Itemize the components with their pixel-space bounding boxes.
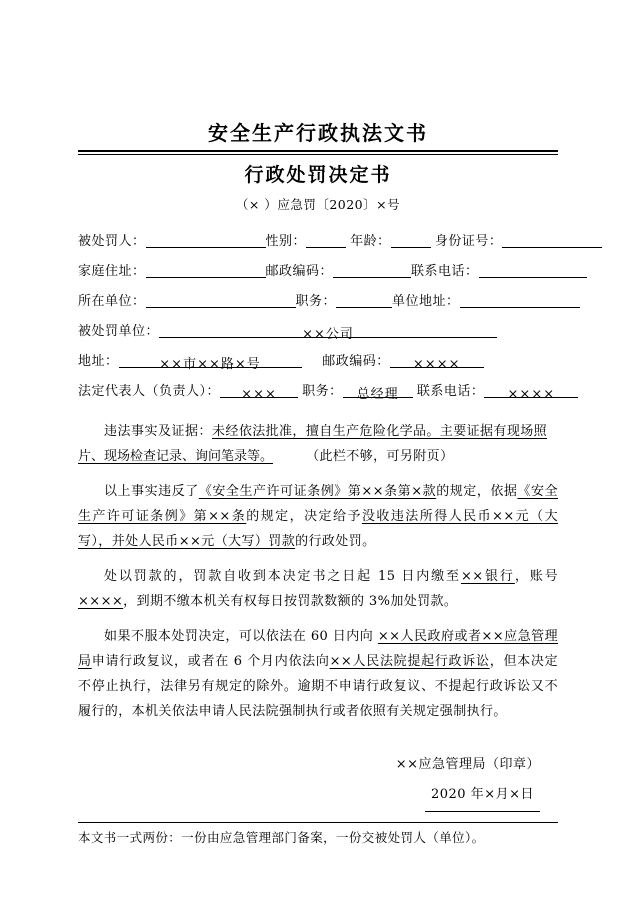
input-gender[interactable] [306, 231, 346, 248]
label-phone-2: 联系电话： [416, 384, 485, 399]
p2-part-b: ××银行 [460, 569, 515, 584]
p3-part-i: 行的，本机关依法申请人民法院强制执行或者依照有关规定强制执行。 [91, 704, 507, 719]
footer-note: 本文书一式两份：一份由应急管理部门备案，一份交被处罚人（单位）。 [78, 830, 485, 845]
p3-part-f: ××人民法院提起行政诉讼 [329, 654, 490, 669]
value-violation-facts[interactable]: 未经依法批准，擅自生产危险化学品。主要证据有现场照 [212, 424, 548, 439]
paragraph-appeal [78, 624, 558, 724]
input-age[interactable] [391, 231, 431, 248]
field-row-legal-rep [78, 377, 558, 407]
input-phone[interactable] [479, 261, 587, 278]
label-punished-person: 被处罚人： [78, 234, 146, 249]
p1-part-b: 《安全生产许可证条例》第××条第×款 [198, 484, 437, 499]
p2-part-d: ×××× [78, 594, 124, 609]
field-row-unit [78, 287, 558, 317]
input-punished-unit[interactable]: ××公司 [159, 320, 497, 338]
value-violation-facts-line2[interactable]: 片、现场检查记录、询问笔录等。 [78, 449, 274, 464]
input-unit-address[interactable] [460, 291, 580, 308]
field-row-address2 [78, 347, 558, 377]
input-phone-2[interactable]: ×××× [484, 380, 578, 398]
input-work-unit[interactable] [146, 291, 296, 308]
document-title-sub: 行政处罚决定书 [244, 164, 392, 186]
title-divider [78, 150, 558, 155]
p2-part-f: 到期不缴本机关有权每日按罚款数额的 3%加处罚款。 [136, 594, 458, 609]
input-position-2[interactable]: 总经理 [343, 380, 413, 398]
input-position[interactable] [336, 291, 392, 308]
label-work-unit: 所在单位： [78, 294, 146, 309]
p1-part-d: 《安全 [517, 484, 558, 499]
input-punished-person[interactable] [146, 231, 266, 248]
input-legal-rep[interactable]: ××× [220, 380, 298, 398]
signature-date: 2020 年×月×日 [425, 780, 540, 812]
p2-part-a: 处以罚款的，罚款自收到本决定书之日起 15 日内缴至 [104, 569, 461, 584]
field-row-address [78, 257, 558, 287]
field-row-punished-unit [78, 317, 558, 347]
label-id-number: 身份证号： [434, 234, 503, 249]
document-body [78, 118, 558, 851]
p1-part-e: 生产许可证条例》第××条 [78, 509, 247, 524]
label-gender: 性别： [265, 234, 307, 249]
input-address[interactable]: ××市××路×号 [119, 350, 302, 368]
field-row-person [78, 227, 558, 257]
signature-block [78, 750, 558, 812]
label-position: 职务： [295, 294, 337, 309]
p3-part-g: ，但本决定 [489, 654, 558, 669]
p1-part-i: 的行政处罚。 [295, 534, 376, 549]
label-age: 年龄： [350, 234, 391, 249]
input-postcode[interactable] [333, 261, 411, 278]
label-punished-unit: 被处罚单位： [78, 324, 160, 339]
signature-organ: ××应急管理局（印章） [395, 757, 540, 772]
label-postcode: 邮政编码： [265, 264, 334, 279]
p3-part-e: 申请行政复议，或者在 6 个月内依法向 [91, 654, 330, 669]
p1-part-c: 的规定，依据 [436, 484, 518, 499]
label-postcode-2: 邮政编码： [322, 354, 390, 369]
document-title-main: 安全生产行政执法文书 [208, 121, 428, 145]
label-position-2: 职务： [302, 384, 343, 399]
input-postcode-2[interactable]: ×××× [390, 350, 484, 368]
p1-part-a: 以上事实违反了 [104, 484, 199, 499]
violation-facts-row [78, 419, 558, 444]
input-id-number[interactable] [502, 231, 602, 248]
p3-part-b: ××人民政府或者 [377, 629, 482, 644]
paragraph-payment [78, 564, 558, 614]
p3-part-c: ××应急管 [481, 629, 545, 644]
p3-part-a: 如果不服本处罚决定，可以依法在 60 日内向 [104, 629, 374, 644]
label-home-address: 家庭住址： [78, 264, 146, 279]
label-legal-rep: 法定代表人（负责人）： [78, 384, 221, 399]
p2-part-e: ， [123, 594, 137, 609]
input-home-address[interactable] [146, 261, 266, 278]
paragraph-legal-basis [78, 479, 558, 554]
violation-note: （此栏不够，可另附页） [306, 449, 454, 464]
label-phone: 联系电话： [411, 264, 479, 279]
p2-part-c: ，账号 [514, 569, 558, 584]
p1-part-h: 并处人民币××元（大写）罚款 [111, 534, 296, 549]
p3-part-d: 理局 [78, 629, 558, 669]
p1-part-g: 没收违法所得人民币××元（大写）， [78, 509, 558, 549]
p1-part-f: 的规定，决定给予 [246, 509, 362, 524]
p3-part-h: 不停止执行，法律另有规定的除外。逾期不申请行政复议、不提起行政诉讼又不履 [78, 679, 558, 719]
violation-facts-row-2 [78, 444, 558, 469]
label-violation-facts: 违法事实及证据： [104, 424, 213, 439]
label-address: 地址： [78, 354, 119, 369]
label-unit-address: 单位地址： [392, 294, 460, 309]
document-number: （× ）应急罚〔2020〕×号 [235, 197, 401, 212]
